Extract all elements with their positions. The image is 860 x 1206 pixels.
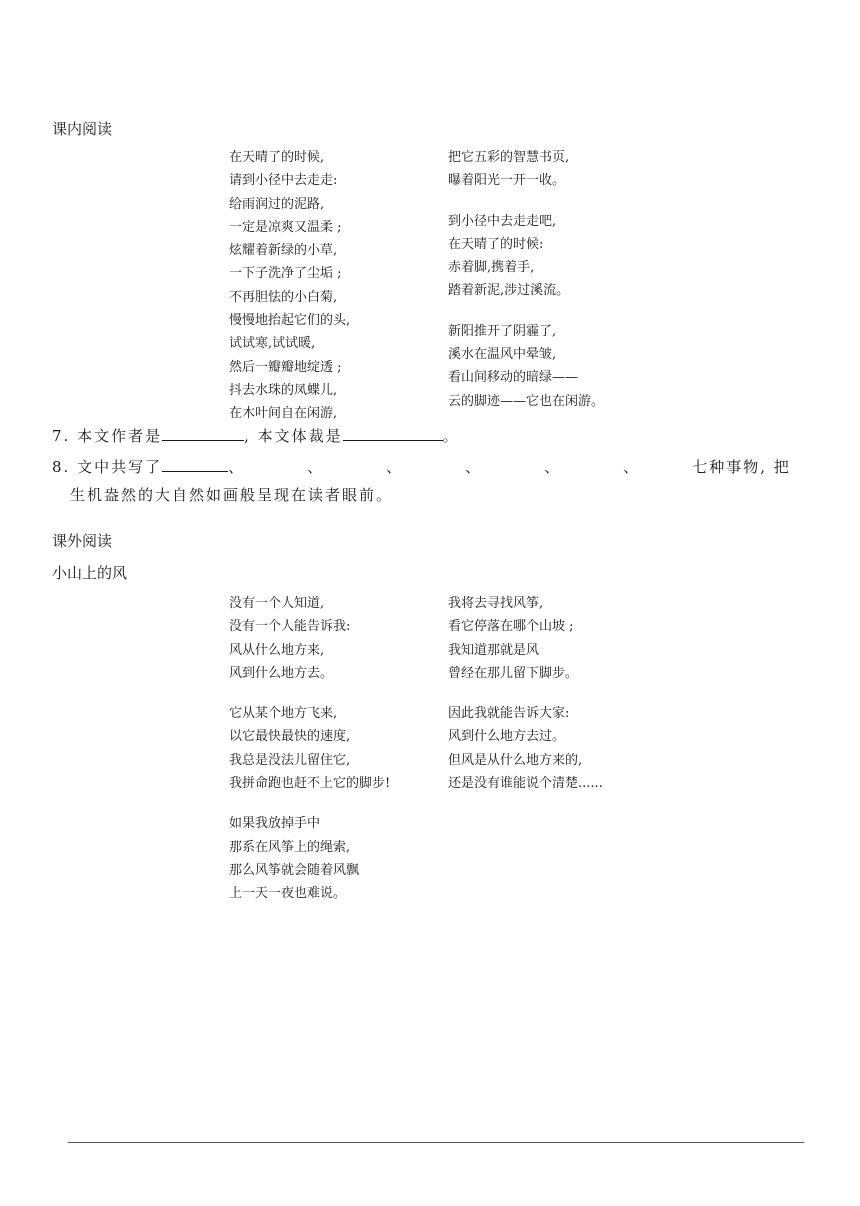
poem-line: 但风是从什么地方来的, xyxy=(448,752,583,768)
answer-blank-thing-1[interactable] xyxy=(162,457,228,472)
poem-line: 我知道那就是风 xyxy=(448,642,540,658)
poem-line: 曾经在那儿留下脚步。 xyxy=(448,665,579,681)
poem-line: 赤着脚,携着手, xyxy=(448,260,535,276)
section-heading-extracurricular: 课外阅读 xyxy=(52,532,113,550)
poem-left-column xyxy=(229,146,350,426)
stanza-gap xyxy=(448,685,603,702)
question-8-continued: 生机盎然的大自然如画般呈现在读者眼前。 xyxy=(70,486,394,504)
poem-line: 慢慢地抬起它们的头, xyxy=(229,313,351,329)
stanza-gap xyxy=(448,193,604,210)
poem-line: 我拼命跑也赶不上它的脚步! xyxy=(229,776,391,792)
question-7-text-a: 7. 本文作者是 xyxy=(52,427,163,445)
poem-line: 在天晴了的时候: xyxy=(448,236,544,252)
poem-line: 看山间移动的暗绿—— xyxy=(448,370,579,386)
poem-line: 一下子洗净了尘垢 ; xyxy=(229,266,342,282)
poem-line: 把它五彩的智慧书页, xyxy=(448,150,570,165)
poem-line: 抖去水珠的凤蝶儿, xyxy=(229,382,338,398)
poem-line: 我总是没法儿留住它, xyxy=(229,752,351,768)
poem-line: 一定是凉爽又温柔 ; xyxy=(229,219,342,235)
stanza-gap xyxy=(229,685,390,702)
question-7 xyxy=(52,425,460,447)
poem-line: 没有一个人能告诉我: xyxy=(229,619,351,635)
separator: 、 xyxy=(465,458,483,476)
separator: 、 xyxy=(228,458,246,476)
poem-line: 云的脚迹——它也在闲游。 xyxy=(448,393,605,409)
poem-line: 请到小径中去走走: xyxy=(229,173,338,189)
poem-line: 在天晴了的时候, xyxy=(229,150,325,165)
question-7-text-b: , 本文体裁是 xyxy=(244,427,343,445)
poem-line: 给雨润过的泥路, xyxy=(229,196,325,212)
poem-line: 新阳推开了阴霾了, xyxy=(448,323,557,339)
poem-line: 因此我就能告诉大家: xyxy=(448,706,570,722)
question-8-text-b: 七种事物, 把 xyxy=(692,458,791,476)
poem-line: 以它最快最快的速度, xyxy=(229,729,351,745)
poem-line: 曝着阳光一开一收。 xyxy=(448,173,566,189)
poem-left-column xyxy=(229,592,390,906)
poem-line: 在木叶间自在闲游, xyxy=(229,406,338,422)
poem-line: 那系在风筝上的绳索, xyxy=(229,839,351,855)
poem-line: 炫耀着新绿的小草, xyxy=(229,243,338,259)
question-7-text-c: 。 xyxy=(442,427,460,445)
poem-line: 不再胆怯的小白菊, xyxy=(229,289,338,305)
question-8-text-a: 8. 文中共写了 xyxy=(52,458,163,476)
poem-line: 上一天一夜也难说。 xyxy=(229,886,347,902)
poem-line: 如果我放掉手中 xyxy=(229,816,321,832)
separator: 、 xyxy=(386,458,404,476)
poem-line: 踏着新泥,涉过溪流。 xyxy=(448,283,570,299)
answer-blank-author[interactable] xyxy=(162,426,244,441)
poem-line: 没有一个人知道, xyxy=(229,596,325,611)
poem-line: 看它停落在哪个山坡 ; xyxy=(448,619,574,635)
poem-line: 那么风筝就会随着风飘 xyxy=(229,862,360,878)
poem-line: 我将去寻找风筝, xyxy=(448,596,544,611)
separator: 、 xyxy=(544,458,562,476)
answer-blank-genre[interactable] xyxy=(343,426,443,441)
poem-right-column xyxy=(448,592,603,795)
separator: 、 xyxy=(307,458,325,476)
poem-title: 小山上的风 xyxy=(52,564,128,582)
poem-line: 试试寒,试试暖, xyxy=(229,336,316,352)
poem-line: 溪水在温风中晕皱, xyxy=(448,347,557,363)
poem-line: 它从某个地方飞来, xyxy=(229,706,338,722)
poem-line: 还是没有谁能说个清楚...... xyxy=(448,776,603,792)
poem-line: 风到什么地方去过。 xyxy=(448,729,566,745)
section-heading-in-class: 课内阅读 xyxy=(52,120,113,138)
poem-line: 然后一瓣瓣地绽透 ; xyxy=(229,359,342,375)
separator: 、 xyxy=(623,458,641,476)
footer-divider xyxy=(68,1142,804,1143)
question-8 xyxy=(52,456,812,478)
poem-line: 风到什么地方去。 xyxy=(229,665,334,681)
stanza-gap xyxy=(229,795,390,812)
poem-right-column xyxy=(448,146,604,413)
stanza-gap xyxy=(448,303,604,320)
poem-line: 风从什么地方来, xyxy=(229,642,325,658)
poem-line: 到小径中去走走吧, xyxy=(448,213,557,229)
